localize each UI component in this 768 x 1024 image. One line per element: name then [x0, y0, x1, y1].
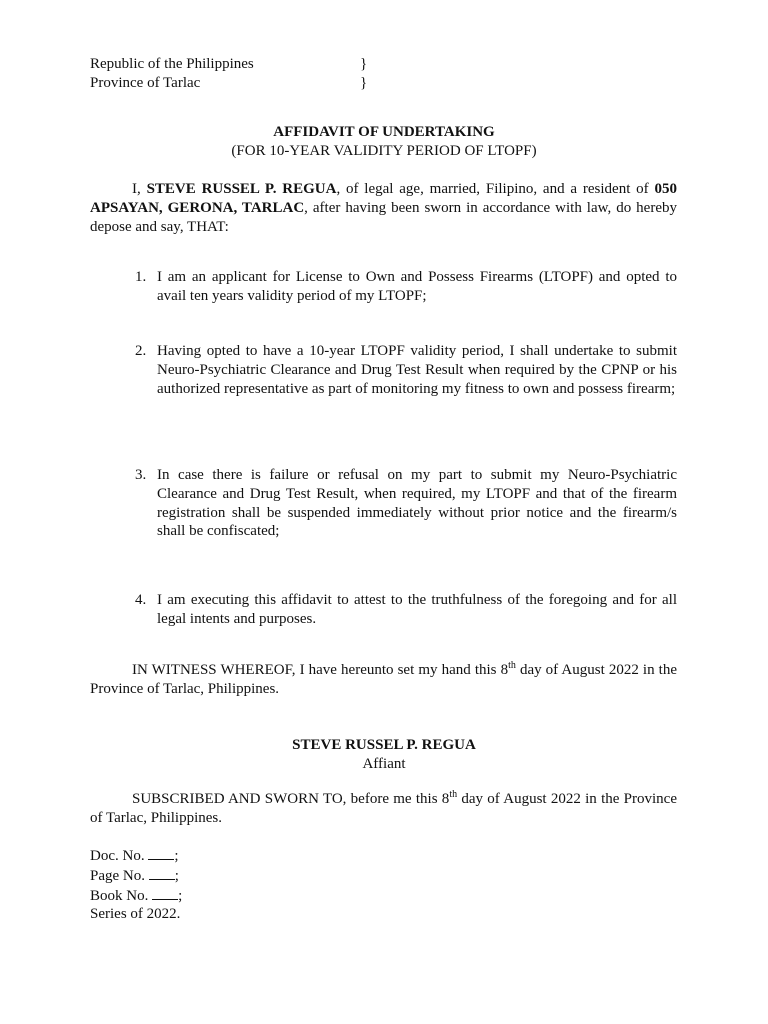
title-block [0, 123, 768, 161]
intro-text: , of legal age, married, Filipino, and a resident of [336, 181, 655, 197]
venue-brace: } [360, 56, 368, 72]
list-item-text: I am executing this affidavit to attest to the truthfulness of the foregoing and for all legal intents and purposes. [157, 592, 677, 627]
notarial-page-label: Page No. [90, 867, 149, 884]
blank-line [152, 886, 178, 900]
signature-name: STEVE RUSSEL P. REGUA [292, 737, 476, 753]
notarial-doc [90, 846, 182, 866]
affiant-address: 050 APSAYAN, GERONA, TARLAC [90, 181, 677, 216]
affiant-name: STEVE RUSSEL P. REGUA [146, 181, 337, 197]
intro-paragraph [90, 180, 677, 236]
notarial-suffix: ; [178, 887, 183, 904]
list-item-number: 1. [135, 269, 147, 285]
notarial-series: Series of 2022. [90, 906, 181, 923]
venue-block [90, 55, 380, 93]
venue-province: Province of Tarlac [90, 75, 201, 91]
list-item-number: 4. [135, 592, 147, 608]
list-item-text: In case there is failure or refusal on my part to submit my Neuro-Psychiatric Clearance and Drug Test Result, when required, my LTOPF and that of the firearm registration shall be suspended immediately without prior notice and the firearm/s shall be confiscated; [157, 467, 677, 540]
signature-block [0, 736, 768, 774]
subscribed-ordinal: th [449, 789, 458, 800]
subscribed-text: day of August 2022 in the Province of Tarlac, Philippines. [90, 791, 677, 826]
witness-text: day of August 2022 in the Province of Tarlac, Philippines. [90, 662, 677, 697]
list-item-number: 3. [135, 467, 147, 483]
blank-line [148, 846, 174, 860]
notarial-book [90, 886, 182, 906]
list-item [135, 268, 677, 306]
signature-role: Affiant [362, 756, 406, 772]
list-item [135, 342, 677, 398]
notarial-page [90, 866, 182, 886]
witness-paragraph [90, 661, 677, 699]
venue-row-country [90, 55, 380, 74]
notarial-book-label: Book No. [90, 887, 153, 904]
list-item-number: 2. [135, 343, 147, 359]
list-item-text: Having opted to have a 10-year LTOPF validity period, I shall undertake to submit Neuro-Psychiatric Clearance and Drug Test Result when required by the CPNP or his authorized representative as part of monitoring my fitness to own and possess firearm; [157, 343, 677, 397]
blank-line [149, 866, 175, 880]
intro-text: I, [132, 181, 147, 197]
document-subtitle: (FOR 10-YEAR VALIDITY PERIOD OF LTOPF) [231, 143, 537, 159]
venue-row-province [90, 74, 380, 93]
document-title: AFFIDAVIT OF UNDERTAKING [273, 124, 495, 140]
witness-text: IN WITNESS WHEREOF, I have hereunto set my hand this 8 [132, 662, 509, 678]
list-item [135, 591, 677, 629]
notarial-block [90, 846, 182, 924]
list-item [135, 466, 677, 541]
notarial-doc-label: Doc. No. [90, 848, 149, 864]
notarial-suffix: ; [174, 848, 179, 864]
witness-ordinal: th [508, 660, 516, 671]
notarial-suffix: ; [174, 867, 179, 884]
subscribed-text: SUBSCRIBED AND SWORN TO, before me this 8 [132, 791, 450, 807]
venue-country: Republic of the Philippines [90, 56, 254, 72]
intro-text: , after having been sworn in accordance with law, do hereby depose and say, THAT: [90, 199, 677, 235]
subscribed-paragraph [90, 790, 677, 828]
venue-brace: } [360, 75, 368, 91]
list-item-text: I am an applicant for License to Own and Possess Firearms (LTOPF) and opted to avail ten years validity period of my LTOPF; [157, 269, 677, 304]
